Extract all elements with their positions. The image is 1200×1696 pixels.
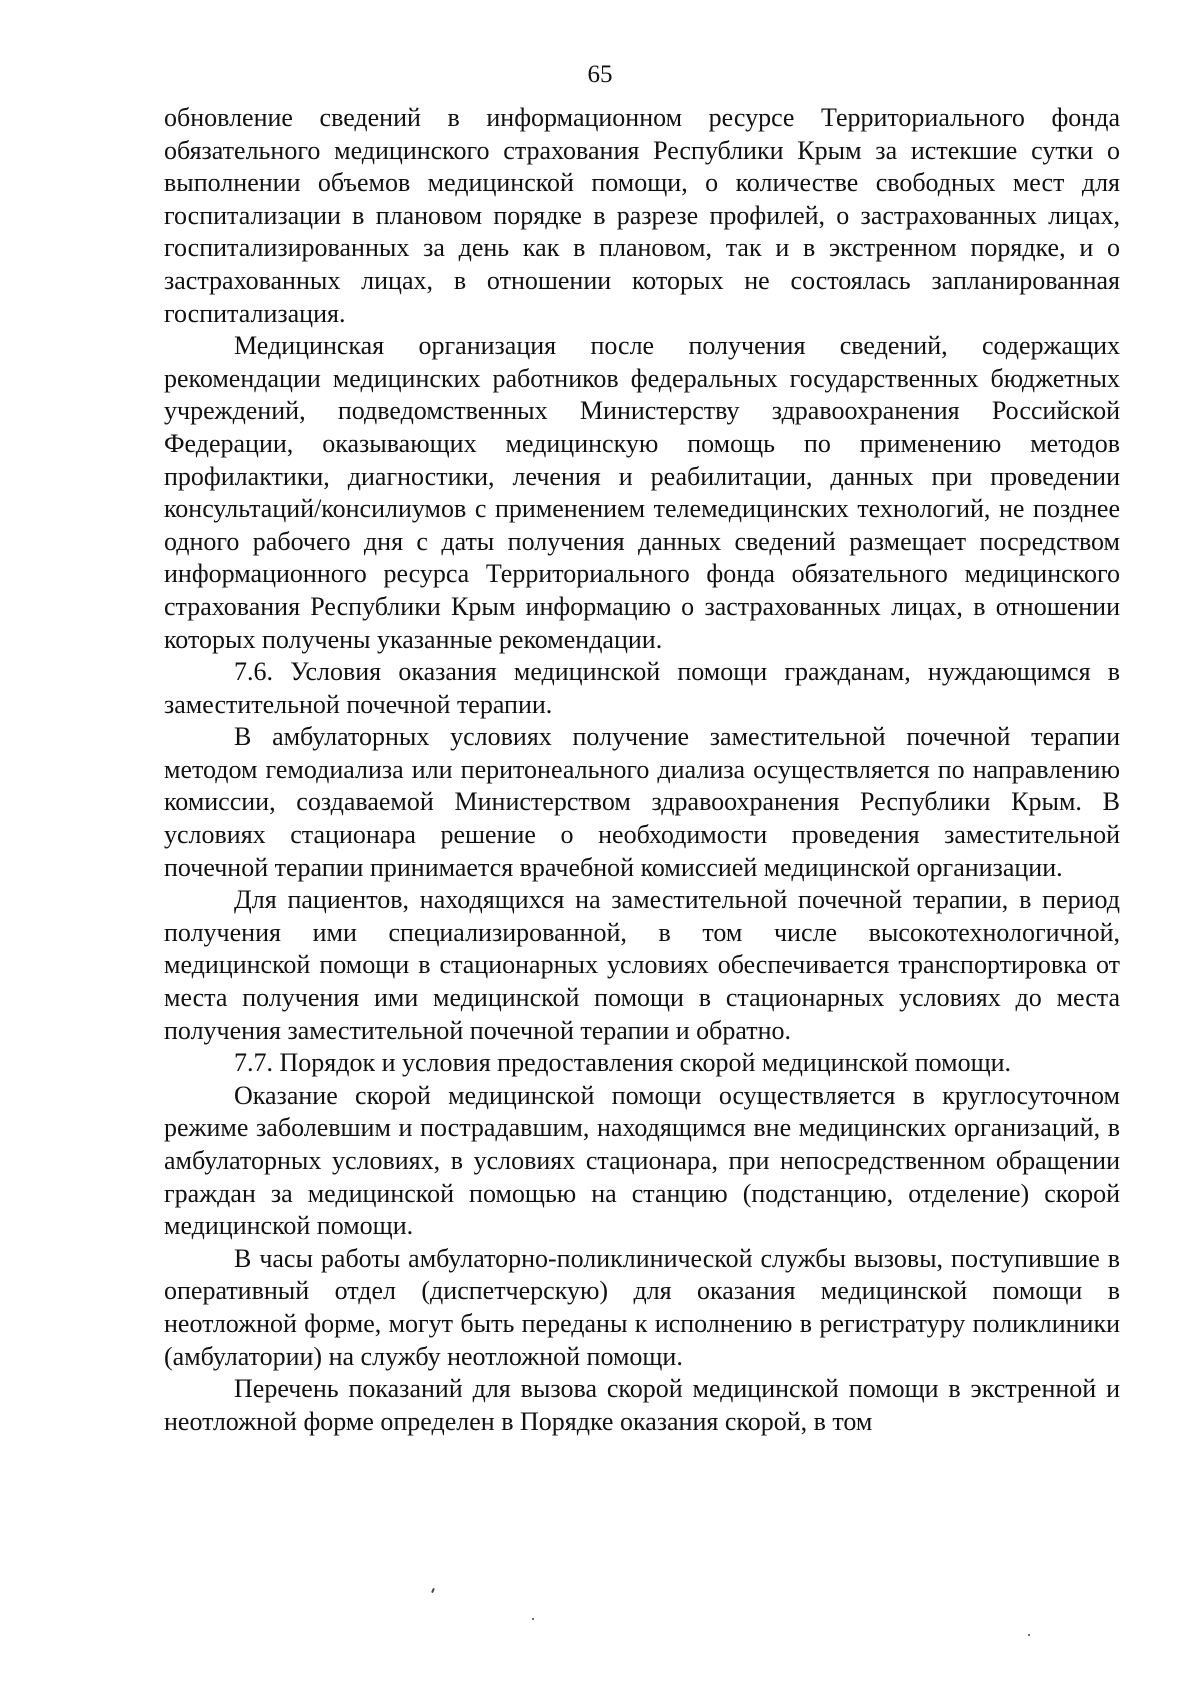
scan-speck [431,1588,435,1593]
document-body [164,102,1120,1438]
scan-speck [1028,1634,1030,1636]
section-heading-7-7: 7.7. Порядок и условия предоставления скорой медицинской помощи. [234,1048,1012,1078]
paragraph-outpatient-dialysis: В амбулаторных условиях получение заместительной почечной терапии методом гемодиализа или перитонеального диализа осуществляется по направлению комиссии, создаваемой Министерством здравоохранения Республики Крым. В условиях стационара решение о необходимости проведения заместительной почечной терапии принимается врачебной комиссией медицинской организации. [164,722,1120,882]
paragraph-patient-transport: Для пациентов, находящихся на заместительной почечной терапии, в период получения ими специализированной, в том числе высокотехнологичной, медицинской помощи в стационарных условиях обеспечивается транспортировка от места получения ими медицинской помощи в стационарных условиях до места получения заместительной почечной терапии и обратно. [164,885,1120,1045]
paragraph-emergency-care: Оказание скорой медицинской помощи осуществляется в круглосуточном режиме заболевшим и пострадавшим, находящимся вне медицинских организаций, в амбулаторных условиях, в условиях стационара, при непосредственном обращении граждан за медицинской помощью на станцию (подстанцию, отделение) скорой медицинской помощи. [164,1080,1120,1241]
paragraph-medical-organization: Медицинская организация после получения сведений, содержащих рекомендации медицинских работников федеральных государственных бюджетных учреждений, подведомственных Министерству здравоохранения Российской Федерации, оказывающих медицинскую помощь по применению методов профилактики, диагностики, лечения и реабилитации, данных при проведении консультаций/консилиумов с применением телемедицинских технологий, не позднее одного рабочего дня с даты получения данных сведений размещает посредством информационного ресурса Территориального фонда обязательного медицинского страхования Республики Крым информацию о застрахованных лицах, в отношении которых получены указанные рекомендации. [164,331,1120,654]
scan-speck [532,1618,534,1620]
paragraph-continuation: обновление сведений в информационном ресурсе Территориального фонда обязательного медицинского страхования Республики Крым за истекшие сутки о выполнении объемов медицинской помощи, о количестве свободных мест для госпитализации в плановом порядке в разрезе профилей, о застрахованных лицах, госпитализированных за день как в плановом, так и в экстренном порядке, и о застрахованных лицах, в отношении которых не состоялась запланированная госпитализация. [164,103,1120,328]
section-heading-7-6: 7.6. Условия оказания медицинской помощи гражданам, нуждающимся в заместительной почечной терапии. [164,657,1120,719]
paragraph-indications-list: Перечень показаний для вызова скорой медицинской помощи в экстренной и неотложной форме определен в Порядке оказания скорой, в том [164,1374,1120,1436]
page-number: 65 [587,61,613,88]
paragraph-calls-transfer: В часы работы амбулаторно-поликлинической службы вызовы, поступившие в оперативный отдел (диспетчерскую) для оказания медицинской помощи в неотложной форме, могут быть переданы к исполнению в регистратуру поликлиники (амбулатории) на службу неотложной помощи. [164,1243,1120,1371]
